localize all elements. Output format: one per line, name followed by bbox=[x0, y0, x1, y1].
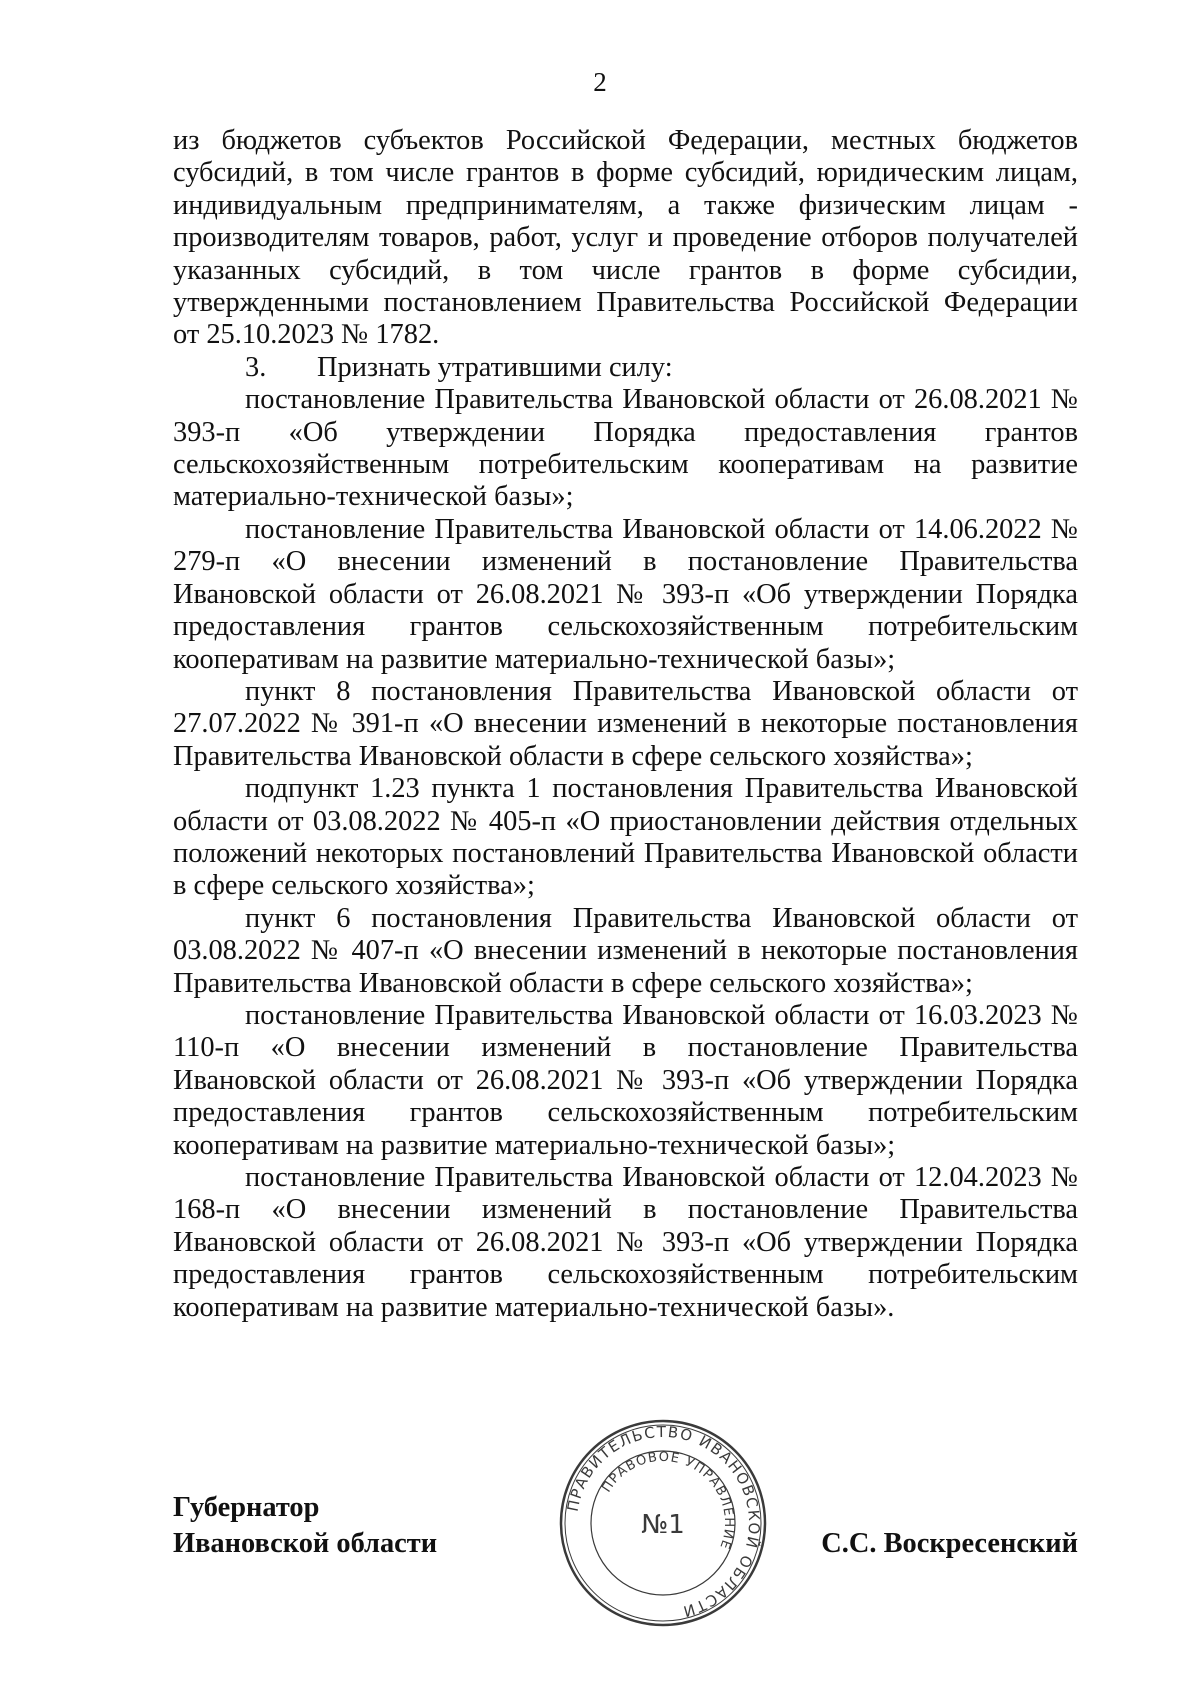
seal-outer-text: ПРАВИТЕЛЬСТВО ИВАНОВСКОЙ ОБЛАСТИ bbox=[563, 1422, 764, 1621]
seal-graphic bbox=[558, 1418, 768, 1628]
item-text: Признать утратившими силу: bbox=[317, 351, 673, 383]
paragraph-repealed-act: постановление Правительства Ивановской области от 16.03.2023 № 110-п «О внесении изменений в постановление Правительства Ивановской области от 26.08.2021 № 393-п «Об утверждении Порядка предоставления грантов сельскохозяйственным потребительским кооперативам на развитие материально-технической базы»; bbox=[173, 999, 1078, 1161]
seal-center-number: №1 bbox=[641, 1510, 685, 1540]
paragraph-repealed-act: постановление Правительства Ивановской области от 14.06.2022 № 279-п «О внесении изменений в постановление Правительства Ивановской области от 26.08.2021 № 393-п «Об утверждении Порядка предоставления грантов сельскохозяйственным потребительским кооперативам на развитие материально-технической базы»; bbox=[173, 513, 1078, 675]
seal-inner-text: ПРАВОВОЕ УПРАВЛЕНИЕ bbox=[599, 1449, 737, 1552]
official-seal bbox=[558, 1418, 768, 1628]
signatory-name: С.С. Воскресенский bbox=[821, 1528, 1078, 1559]
item-number: 3. bbox=[245, 351, 267, 383]
signatory-title-line1: Губернатор bbox=[173, 1492, 320, 1523]
paragraph-item-3 bbox=[173, 352, 1078, 384]
paragraph-continuation: из бюджетов субъектов Российской Федерации, местных бюджетов субсидий, в том числе грантов в форме субсидий, юридическим лицам, индивидуальным предпринимателям, а также физическим лицам - производителям товаров, работ, услуг и проведение отборов получателей указанных субсидий, в том числе грантов в форме субсидии, утвержденными постановлением Правительства Российской Федерации от 25.10.2023 № 1782. bbox=[173, 125, 1078, 351]
paragraph-repealed-act: пункт 6 постановления Правительства Ивановской области от 03.08.2022 № 407-п «О внесении изменений в некоторые постановления Правительства Ивановской области в сфере сельского хозяйства»; bbox=[173, 902, 1078, 999]
document-body bbox=[173, 125, 1078, 1324]
signatory-title-line2: Ивановской области bbox=[173, 1528, 438, 1559]
paragraph-repealed-act: постановление Правительства Ивановской области от 26.08.2021 № 393-п «Об утверждении Порядка предоставления грантов сельскохозяйственным потребительским кооперативам на развитие материально-технической базы»; bbox=[173, 384, 1078, 513]
paragraph-repealed-act: постановление Правительства Ивановской области от 12.04.2023 № 168-п «О внесении изменений в постановление Правительства Ивановской области от 26.08.2021 № 393-п «Об утверждении Порядка предоставления грантов сельскохозяйственным потребительским кооперативам на развитие материально-технической базы». bbox=[173, 1162, 1078, 1323]
paragraph-repealed-act: пункт 8 постановления Правительства Ивановской области от 27.07.2022 № 391-п «О внесении изменений в некоторые постановления Правительства Ивановской области в сфере сельского хозяйства»; bbox=[173, 675, 1078, 772]
paragraph-repealed-act: подпункт 1.23 пункта 1 постановления Правительства Ивановской области от 03.08.2022 № 405-п «О приостановлении действия отдельных положений некоторых постановлений Правительства Ивановской области в сфере сельского хозяйства»; bbox=[173, 773, 1078, 902]
signatory-title bbox=[173, 1490, 437, 1562]
page-number: 2 bbox=[593, 67, 607, 97]
